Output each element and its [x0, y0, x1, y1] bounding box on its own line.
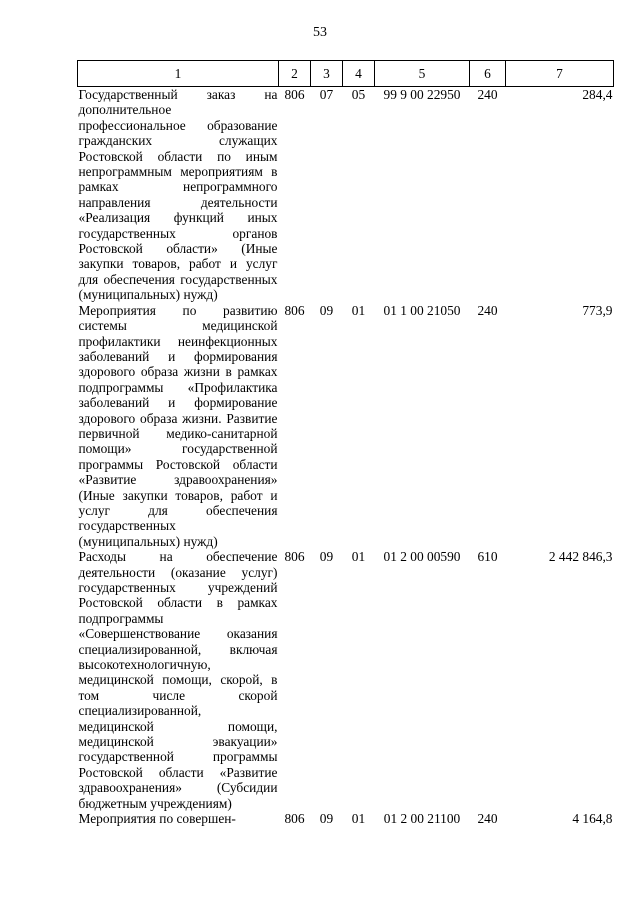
- table-row: [78, 811, 614, 826]
- header-col-2: 2: [279, 61, 311, 87]
- row-amount: 4 164,8: [572, 811, 613, 827]
- page-number: 53: [313, 25, 327, 40]
- row-section-code: 07: [319, 87, 334, 102]
- row-expense-type: 610: [477, 549, 498, 565]
- row-ministry-code: 806: [284, 87, 305, 102]
- row-amount: 2 442 846,3: [548, 549, 613, 565]
- table-header-row: [78, 61, 614, 87]
- row-subsection-code: 05: [351, 87, 366, 102]
- row-subsection-code: 01: [351, 549, 366, 565]
- row-description: Расходы на обеспечение деятельности (оказание услуг) государственных учреждений Ростовской области в рамках подпрограммы «Совершенствование оказания специализированной, включая высокотехнологичную, медицинской помощи, скорой, в том числе скорой специализированной, медицинской помощи, медицинской эвакуации» государственной программы Ростовской области «Развитие здравоохранения» (Субсидии бюджетным учреждениям): [78, 549, 278, 811]
- row-target-article: 01 2 00 00590: [383, 549, 461, 565]
- row-ministry-code: 806: [284, 549, 305, 565]
- row-target-article: 01 1 00 21050: [383, 302, 461, 318]
- row-subsection-code: 01: [351, 811, 366, 827]
- header-col-5: 5: [375, 61, 470, 87]
- header-col-4: 4: [343, 61, 375, 87]
- row-expense-type: 240: [477, 811, 498, 827]
- table-row: [78, 303, 614, 550]
- row-ministry-code: 806: [284, 811, 305, 827]
- header-col-6: 6: [470, 61, 506, 87]
- row-section-code: 09: [319, 302, 334, 318]
- row-section-code: 09: [319, 811, 334, 827]
- row-ministry-code: 806: [284, 302, 305, 318]
- row-description: Мероприятия по развитию системы медицинской профилактики неинфекционных заболеваний и формирования здорового образа жизни в рамках подпрограммы «Профилактика заболеваний и формирование здорового образа жизни. Развитие первичной медико-санитарной помощи» государственной программы Ростовской области «Развитие здравоохранения» (Иные закупки товаров, работ и услуг для обеспечения государственных (муниципальных) нужд): [78, 302, 278, 549]
- row-subsection-code: 01: [351, 302, 366, 318]
- row-amount: 773,9: [582, 302, 613, 318]
- row-description: Государственный заказ на дополнительное профессиональное образование гражданских служащих Ростовской области по иным непрограммным мероприятиям в рамках непрограммного направления деятельности «Реализация функций иных государственных органов Ростовской области» (Иные закупки товаров, работ и услуг для обеспечения государственных (муниципальных) нужд): [78, 87, 278, 303]
- table-row: [78, 549, 614, 811]
- budget-table: [77, 60, 614, 827]
- row-expense-type: 240: [477, 87, 498, 102]
- row-section-code: 09: [319, 549, 334, 565]
- row-target-article: 01 2 00 21100: [383, 811, 461, 827]
- row-description: Мероприятия по совершен-: [78, 811, 236, 827]
- table-row: [78, 87, 614, 303]
- header-col-1: 1: [78, 61, 279, 87]
- row-target-article: 99 9 00 22950: [383, 87, 461, 102]
- row-expense-type: 240: [477, 302, 498, 318]
- header-col-3: 3: [311, 61, 343, 87]
- row-amount: 284,4: [582, 87, 613, 102]
- header-col-7: 7: [506, 61, 614, 87]
